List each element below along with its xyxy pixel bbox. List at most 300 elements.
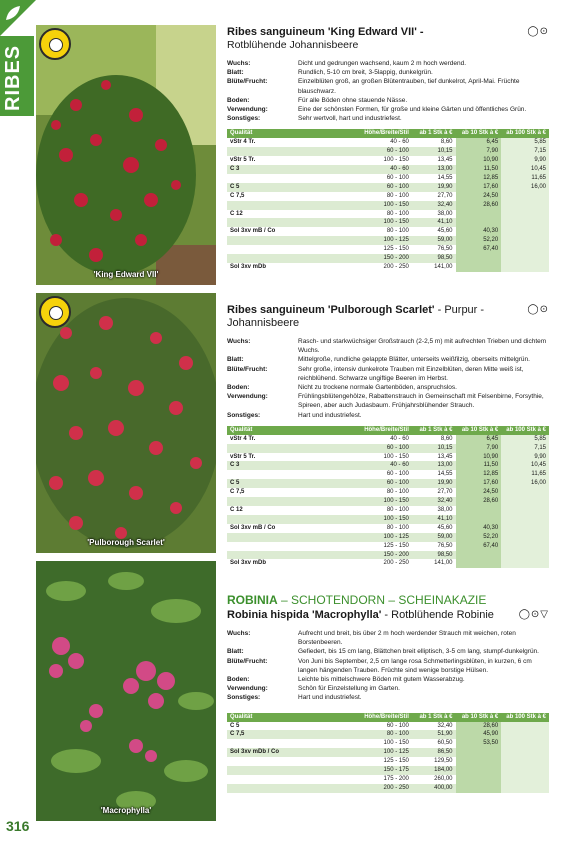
table-cell: 8,60 — [412, 138, 456, 147]
table-cell — [501, 722, 549, 731]
shrub-photo-2 — [36, 293, 216, 553]
column-header: ab 1 Stk à € — [412, 426, 456, 435]
table-row — [227, 192, 549, 201]
table-cell: 10,45 — [501, 165, 549, 174]
table-row — [227, 559, 549, 568]
table-cell — [501, 559, 549, 568]
property-value: Sehr wertvoll, hart und industriefest. — [298, 115, 402, 123]
table-cell — [227, 739, 356, 748]
table-cell: 125 - 150 — [356, 245, 412, 254]
price-table — [227, 713, 549, 793]
table-cell — [501, 201, 549, 210]
table-cell — [227, 757, 356, 766]
table-cell: 17,60 — [456, 479, 502, 488]
property-label: Verwendung: — [227, 393, 268, 401]
property-label: Wuchs: — [227, 60, 251, 67]
table-cell: 7,15 — [501, 444, 549, 453]
property-row — [227, 105, 549, 114]
table-cell: 98,50 — [412, 254, 456, 263]
table-cell — [227, 497, 356, 506]
property-value: Frühlingsblütengehölze, Rabattenstrauch in Gemeinschaft mit Felsenbirne, Forsythie, Spireen, aber auch Judasbaum. Frühjahrsblühender Strauch. — [298, 393, 544, 410]
table-cell: 80 - 100 — [356, 730, 412, 739]
table-cell — [227, 147, 356, 156]
photo-caption: 'Pulborough Scarlet' — [87, 538, 165, 547]
table-cell — [501, 245, 549, 254]
table-cell — [501, 515, 549, 524]
table-row — [227, 227, 549, 236]
column-header: Höhe/Breite/Stil — [356, 129, 412, 138]
property-label: Sonstiges: — [227, 115, 261, 123]
table-cell: 32,40 — [412, 722, 456, 731]
table-cell: 8,60 — [412, 435, 456, 444]
table-cell — [456, 757, 502, 766]
table-cell — [501, 730, 549, 739]
shrub-photo-1 — [36, 25, 216, 285]
page-number: 316 — [6, 818, 30, 834]
property-value: Gefiedert, bis 15 cm lang, Blättchen breit elliptisch, 3-5 cm lang, stumpf-dunkelgrün. — [298, 648, 539, 656]
property-label: Boden: — [227, 384, 250, 392]
table-cell: 150 - 200 — [356, 551, 412, 560]
plant-entry — [227, 26, 549, 272]
photo-king-edward — [36, 25, 216, 285]
genus-heading — [227, 593, 549, 607]
table-cell: 67,40 — [456, 245, 502, 254]
photo-pulborough-scarlet — [36, 293, 216, 553]
table-cell: 60 - 100 — [356, 183, 412, 192]
property-value: Dicht und gedrungen wachsend, kaum 2 m hoch werdend. — [298, 60, 467, 67]
table-cell: 125 - 150 — [356, 542, 412, 551]
table-cell: Sol 3xv mDb / Co — [227, 748, 356, 757]
table-row — [227, 156, 549, 165]
property-label: Blüte/Frucht: — [227, 78, 268, 86]
table-cell — [456, 775, 502, 784]
table-row — [227, 453, 549, 462]
table-cell — [227, 515, 356, 524]
price-table — [227, 426, 549, 569]
table-row — [227, 245, 549, 254]
table-cell: 40 - 60 — [356, 138, 412, 147]
table-cell: 24,50 — [456, 488, 502, 497]
table-cell: 10,90 — [456, 453, 502, 462]
table-cell: 16,00 — [501, 479, 549, 488]
property-label: Blüte/Frucht: — [227, 365, 268, 373]
table-cell — [501, 218, 549, 227]
quality-seal-icon — [39, 296, 71, 328]
table-cell: 40,30 — [456, 524, 502, 533]
table-cell: 13,45 — [412, 453, 456, 462]
robinia-photo — [36, 561, 216, 821]
column-header: ab 10 Stk à € — [456, 129, 502, 138]
table-cell: 7,90 — [456, 147, 502, 156]
column-header: Qualität — [227, 129, 356, 138]
property-row — [227, 392, 549, 410]
table-cell: 100 - 125 — [356, 748, 412, 757]
table-cell — [456, 218, 502, 227]
table-row — [227, 461, 549, 470]
table-cell: 19,90 — [412, 183, 456, 192]
table-cell: 67,40 — [456, 542, 502, 551]
column-header: Höhe/Breite/Stil — [356, 713, 412, 722]
table-cell: 17,60 — [456, 183, 502, 192]
table-row — [227, 435, 549, 444]
table-cell — [456, 506, 502, 515]
table-cell: 9,90 — [501, 156, 549, 165]
table-cell: Sol 3xv mB / Co — [227, 524, 356, 533]
property-row — [227, 337, 549, 355]
table-cell: C 3 — [227, 165, 356, 174]
table-cell: 40,30 — [456, 227, 502, 236]
plant-title-rest: - Rotblühende Robinie — [381, 609, 494, 621]
table-cell: 41,10 — [412, 218, 456, 227]
table-cell: 60 - 100 — [356, 174, 412, 183]
property-value: Sehr große, intensiv dunkelrote Trauben mit Einzelblüten, deren Mitte weiß ist, reichblühend. Schwarze ungiftige Beeren im Herbst. — [298, 365, 524, 382]
table-cell — [456, 263, 502, 272]
table-cell: 11,65 — [501, 174, 549, 183]
property-label: Sonstiges: — [227, 411, 261, 419]
table-cell: 12,85 — [456, 174, 502, 183]
plant-title — [227, 609, 549, 622]
genus-name: ROBINIA — [227, 593, 278, 607]
table-cell: 9,90 — [501, 453, 549, 462]
table-row — [227, 488, 549, 497]
table-row — [227, 524, 549, 533]
table-row — [227, 515, 549, 524]
property-row — [227, 59, 549, 68]
rail-label: RIBES — [2, 44, 24, 112]
table-cell — [227, 245, 356, 254]
table-cell — [501, 739, 549, 748]
plant-title-row — [227, 609, 549, 622]
table-cell — [501, 227, 549, 236]
property-label: Sonstiges: — [227, 694, 261, 702]
property-label: Wuchs: — [227, 338, 251, 345]
table-cell — [501, 236, 549, 245]
table-cell: 10,15 — [412, 444, 456, 453]
table-cell: 45,90 — [456, 730, 502, 739]
property-value: Eine der schönsten Formen, für große und kleine Gärten und öffentliches Grün. — [298, 106, 527, 114]
table-cell: 28,60 — [456, 497, 502, 506]
plant-title-text: Robinia hispida 'Macrophylla' — [227, 609, 382, 621]
table-cell: 100 - 150 — [356, 201, 412, 210]
table-cell: 5,85 — [501, 435, 549, 444]
table-row — [227, 542, 549, 551]
table-cell: 60 - 100 — [356, 470, 412, 479]
table-cell: 51,90 — [412, 730, 456, 739]
table-cell: 13,00 — [412, 165, 456, 174]
table-cell: 45,60 — [412, 227, 456, 236]
table-cell — [501, 488, 549, 497]
plant-title-rest: - Purpur -Johannisbeere — [227, 304, 485, 329]
property-row — [227, 365, 549, 383]
property-value: Für alle Böden ohne stauende Nässe. — [298, 96, 408, 104]
table-cell: 150 - 200 — [356, 254, 412, 263]
table-cell: 100 - 150 — [356, 156, 412, 165]
column-header: Höhe/Breite/Stil — [356, 426, 412, 435]
table-row — [227, 470, 549, 479]
table-cell — [227, 444, 356, 453]
plant-title-text: Ribes sanguineum 'Pulborough Scarlet' — [227, 304, 435, 316]
table-cell: 86,50 — [412, 748, 456, 757]
table-cell — [501, 192, 549, 201]
table-cell — [456, 784, 502, 793]
table-cell — [501, 254, 549, 263]
property-row — [227, 383, 549, 392]
table-cell: 12,85 — [456, 470, 502, 479]
table-row — [227, 766, 549, 775]
column-header: ab 100 Stk à € — [501, 426, 549, 435]
table-cell: 200 - 250 — [356, 263, 412, 272]
property-value: Einzelblüten groß, an großen Blütentrauben, tief dunkelrot, April-Mai. Früchte blauschwarz. — [298, 78, 520, 95]
table-cell — [227, 218, 356, 227]
property-label: Verwendung: — [227, 685, 268, 693]
table-cell — [501, 748, 549, 757]
table-cell: 60 - 100 — [356, 479, 412, 488]
table-cell — [227, 775, 356, 784]
table-cell: 45,60 — [412, 524, 456, 533]
plant-title-text: Ribes sanguineum 'King Edward VII' - — [227, 26, 424, 38]
table-row — [227, 506, 549, 515]
property-row — [227, 684, 549, 693]
table-cell: 60 - 100 — [356, 722, 412, 731]
price-table — [227, 129, 549, 272]
table-cell: 59,00 — [412, 533, 456, 542]
table-row — [227, 174, 549, 183]
property-label: Wuchs: — [227, 630, 251, 637]
table-cell: 11,65 — [501, 470, 549, 479]
table-cell: 10,45 — [501, 461, 549, 470]
property-label: Verwendung: — [227, 106, 268, 114]
leaf-icon — [0, 0, 36, 36]
table-cell — [501, 766, 549, 775]
table-cell: C 5 — [227, 479, 356, 488]
property-row — [227, 114, 549, 123]
table-header-row — [227, 713, 549, 722]
table-cell — [501, 497, 549, 506]
table-cell: 184,00 — [412, 766, 456, 775]
column-header: ab 100 Stk à € — [501, 129, 549, 138]
property-value: Rundlich, 5-10 cm breit, 3-5lappig, dunkelgrün. — [298, 69, 433, 77]
table-cell: C 7,5 — [227, 192, 356, 201]
table-cell: 52,20 — [456, 533, 502, 542]
table-cell — [501, 757, 549, 766]
plant-properties — [227, 629, 549, 703]
table-cell: 150 - 175 — [356, 766, 412, 775]
table-cell — [227, 201, 356, 210]
table-cell: 6,45 — [456, 138, 502, 147]
table-cell: 100 - 125 — [356, 533, 412, 542]
property-label: Blüte/Frucht: — [227, 657, 268, 665]
table-cell: 80 - 100 — [356, 210, 412, 219]
table-row — [227, 254, 549, 263]
table-cell: 60,50 — [412, 739, 456, 748]
table-cell: 14,55 — [412, 174, 456, 183]
table-cell — [227, 174, 356, 183]
table-cell — [227, 542, 356, 551]
property-value: Leichte bis mittelschwere Böden mit gutem Wasserabzug. — [298, 676, 465, 684]
table-cell: 11,50 — [456, 165, 502, 174]
table-row — [227, 757, 549, 766]
plant-common-name: Rotblühende Johannisbeere — [227, 39, 359, 51]
table-cell — [501, 210, 549, 219]
table-cell: 200 - 250 — [356, 784, 412, 793]
table-row — [227, 147, 549, 156]
column-header: ab 1 Stk à € — [412, 713, 456, 722]
table-cell: 125 - 150 — [356, 757, 412, 766]
property-row — [227, 693, 549, 702]
column-header: ab 1 Stk à € — [412, 129, 456, 138]
property-row — [227, 657, 549, 675]
table-cell: 98,50 — [412, 551, 456, 560]
table-cell: 76,50 — [412, 245, 456, 254]
table-cell: 10,15 — [412, 147, 456, 156]
table-cell — [227, 784, 356, 793]
property-row — [227, 647, 549, 656]
table-row — [227, 479, 549, 488]
column-header: ab 100 Stk à € — [501, 713, 549, 722]
table-header-row — [227, 426, 549, 435]
table-cell: 38,00 — [412, 210, 456, 219]
table-cell: 80 - 100 — [356, 192, 412, 201]
table-row — [227, 551, 549, 560]
property-value: Rasch- und starkwüchsiger Großstrauch (2-2,5 m) mit aufrechten Trieben und dichtem Wuchs. — [298, 338, 547, 355]
table-cell — [227, 470, 356, 479]
table-cell — [501, 542, 549, 551]
column-header: Qualität — [227, 713, 356, 722]
table-cell: 80 - 100 — [356, 506, 412, 515]
table-cell: C 5 — [227, 183, 356, 192]
table-cell: C 12 — [227, 210, 356, 219]
property-row — [227, 629, 549, 647]
table-cell — [501, 533, 549, 542]
table-cell — [227, 236, 356, 245]
property-value: Hart und industriefest. — [298, 694, 362, 702]
property-row — [227, 675, 549, 684]
table-row — [227, 748, 549, 757]
table-cell — [501, 263, 549, 272]
table-cell: 175 - 200 — [356, 775, 412, 784]
plant-properties — [227, 59, 549, 123]
table-cell — [227, 766, 356, 775]
table-row — [227, 218, 549, 227]
table-row — [227, 497, 549, 506]
table-cell: Sol 3xv mB / Co — [227, 227, 356, 236]
table-cell: 38,00 — [412, 506, 456, 515]
table-cell — [501, 551, 549, 560]
table-cell: 141,00 — [412, 263, 456, 272]
property-value: Hart und industriefest. — [298, 411, 362, 419]
table-row — [227, 784, 549, 793]
table-cell: 40 - 60 — [356, 165, 412, 174]
table-cell: C 3 — [227, 461, 356, 470]
table-cell: 32,40 — [412, 497, 456, 506]
table-cell: 76,50 — [412, 542, 456, 551]
table-cell: 260,00 — [412, 775, 456, 784]
table-cell: 100 - 125 — [356, 236, 412, 245]
property-value: Nicht zu trockene normale Gartenböden, anspruchslos. — [298, 384, 457, 392]
table-cell: 100 - 150 — [356, 497, 412, 506]
table-cell: 129,50 — [412, 757, 456, 766]
plant-title — [227, 26, 549, 39]
column-header: ab 10 Stk à € — [456, 713, 502, 722]
table-cell: Sol 3xv mDb — [227, 263, 356, 272]
table-cell: vStr 4 Tr. — [227, 435, 356, 444]
table-cell: Sol 3xv mDb — [227, 559, 356, 568]
table-cell: 28,60 — [456, 201, 502, 210]
table-row — [227, 183, 549, 192]
property-value: Von Juni bis September, 2,5 cm lange rosa Schmetterlingsblüten, in kurzen, 6 cm langen hängenden Trauben. Früchte sind wenige borstige Hülsen. — [298, 657, 532, 674]
property-row — [227, 77, 549, 95]
table-cell: 100 - 150 — [356, 218, 412, 227]
table-cell — [501, 775, 549, 784]
table-row — [227, 775, 549, 784]
table-cell: 7,90 — [456, 444, 502, 453]
table-cell: 28,60 — [456, 722, 502, 731]
column-header: Qualität — [227, 426, 356, 435]
property-label: Blatt: — [227, 69, 244, 77]
table-cell: vStr 5 Tr. — [227, 156, 356, 165]
table-cell — [501, 506, 549, 515]
table-cell — [456, 748, 502, 757]
table-cell: 60 - 100 — [356, 147, 412, 156]
table-cell: vStr 4 Tr. — [227, 138, 356, 147]
table-cell: 7,15 — [501, 147, 549, 156]
table-header-row — [227, 129, 549, 138]
table-cell: 80 - 100 — [356, 524, 412, 533]
table-cell: 6,45 — [456, 435, 502, 444]
table-cell: 59,00 — [412, 236, 456, 245]
table-cell: 80 - 100 — [356, 488, 412, 497]
table-cell: 10,90 — [456, 156, 502, 165]
table-cell — [456, 210, 502, 219]
table-cell: 400,00 — [412, 784, 456, 793]
table-cell: 200 - 250 — [356, 559, 412, 568]
plant-properties — [227, 337, 549, 420]
property-label: Blatt: — [227, 648, 244, 656]
table-row — [227, 730, 549, 739]
table-cell: 40 - 60 — [356, 435, 412, 444]
property-label: Boden: — [227, 676, 250, 684]
genus-common-names: – SCHOTENDORN – SCHEINAKAZIE — [277, 593, 487, 607]
table-row — [227, 739, 549, 748]
property-label: Boden: — [227, 96, 250, 104]
table-row — [227, 201, 549, 210]
photo-macrophylla — [36, 561, 216, 821]
property-row — [227, 355, 549, 364]
leaf-corner-badge — [0, 0, 36, 36]
property-label: Blatt: — [227, 356, 244, 364]
property-row — [227, 96, 549, 105]
photo-caption: 'King Edward VII' — [93, 270, 159, 279]
table-cell: 53,50 — [456, 739, 502, 748]
table-row — [227, 444, 549, 453]
quality-seal-icon — [39, 28, 71, 60]
site-symbols-icon: ◯⊙ — [527, 304, 549, 315]
table-cell: 141,00 — [412, 559, 456, 568]
column-header: ab 10 Stk à € — [456, 426, 502, 435]
table-row — [227, 138, 549, 147]
site-symbols-icon: ◯⊙▽ — [518, 609, 549, 620]
plant-title — [227, 304, 549, 330]
property-value: Aufrecht und breit, bis über 2 m hoch werdender Strauch mit weichen, roten Borstenbeeren. — [298, 630, 516, 647]
plant-entry — [227, 304, 549, 568]
table-cell — [227, 254, 356, 263]
property-value: Mittelgroße, rundliche gelappte Blätter, unterseits weißfilzig, oberseits mittelgrün. — [298, 356, 530, 364]
table-cell: 11,50 — [456, 461, 502, 470]
table-cell: 5,85 — [501, 138, 549, 147]
table-cell — [501, 784, 549, 793]
property-value: Schön für Einzelstellung im Garten. — [298, 685, 400, 693]
table-cell: 100 - 150 — [356, 739, 412, 748]
